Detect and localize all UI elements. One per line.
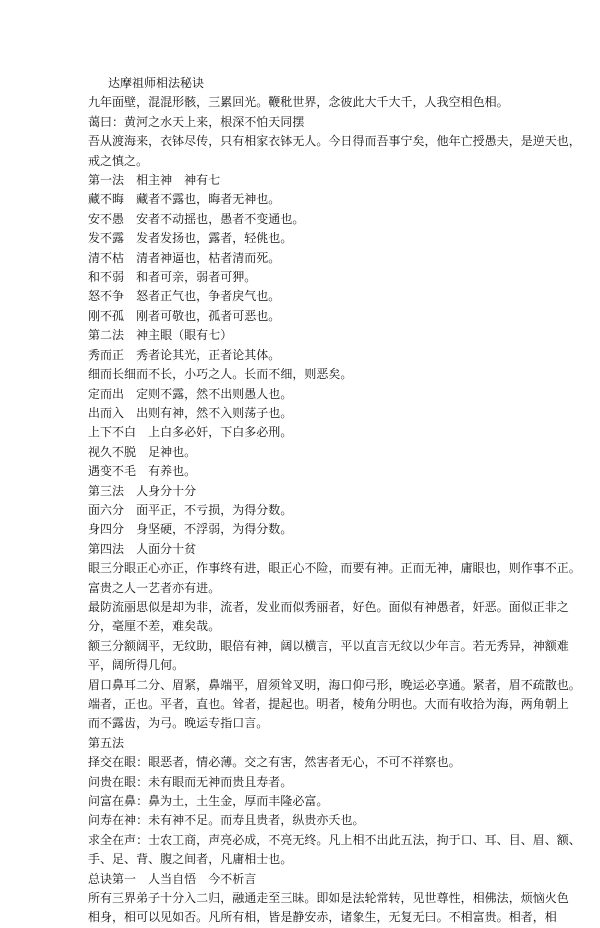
- text-line: 平，阔所得几何。: [88, 658, 185, 673]
- text-line: 发不露 发者发扬也，露者，轻佻也。: [88, 231, 293, 246]
- section-heading: 第二法 神主眼（眼有七）: [88, 328, 233, 343]
- text-line: 眼三分眼正心亦正，作事终有进，眼正心不险，而要有神。正而无神，庸眼也，则作事不正。: [88, 561, 581, 576]
- text-line: 蔼曰：黄河之水天上来，根深不怕天同摆: [88, 114, 305, 129]
- text-line: 安不愚 安者不动摇也，愚者不变通也。: [88, 211, 305, 226]
- text-line: 最防流丽思似是却为非，流者，发业而似秀丽者，好色。面似有神愚者，奸恶。面似正非之: [88, 599, 569, 614]
- text-line: 问贵在眼：未有眼而无神而贵且寿者。: [88, 774, 293, 789]
- text-line: 额三分额阔平，无纹助，眼倍有神，阔以横言，平以直言无纹以少年言。若无秀异，神额难: [88, 638, 569, 653]
- text-line: 面六分 面平正，不亏损，为得分数。: [88, 502, 293, 517]
- text-line: 求全在声：士农工商，声亮必成，不亮无终。凡上相不出此五法，拘于口、耳、目、眉、额、: [88, 832, 581, 847]
- text-line: 清不枯 清者神逼也，枯者清而死。: [88, 250, 281, 265]
- text-line: 择交在眼：眼恶者，情必薄。交之有害，然害者无心，不可不祥察也。: [88, 755, 461, 770]
- section-heading: 第三法 人身分十分: [88, 483, 197, 498]
- section-heading: 第一法 相主神 神有七: [88, 173, 221, 188]
- text-line: 而不露齿，为弓。晚运专指口言。: [88, 716, 269, 731]
- section-heading: 第五法: [88, 735, 125, 750]
- text-line: 细而长细而不长，小巧之人。长而不细，则恶矣。: [88, 367, 353, 382]
- section-heading: 第四法 人面分十贫: [88, 541, 197, 556]
- text-line: 和不弱 和者可亲，弱者可狎。: [88, 270, 257, 285]
- text-line: 出而入 出则有神，然不入则荡子也。: [88, 405, 293, 420]
- text-line: 所有三界弟子十分入二归，融通走至三昧。即如是法轮常转，见世尊性，相佛法，烦恼火色: [88, 891, 569, 906]
- text-line: 藏不晦 藏者不露也，晦者无神也。: [88, 192, 281, 207]
- text-line: 定而出 定则不露，然不出则愚人也。: [88, 386, 293, 401]
- text-line: 相身，相可以见如否。凡所有相，皆是静安赤，诸象生，无复无曰。不相富贵。相者，相: [88, 910, 557, 925]
- text-line: 遇变不毛 有养也。: [88, 464, 197, 479]
- text-line: 怒不争 怒者正气也，争者戾气也。: [88, 289, 281, 304]
- text-line: 眉口鼻耳二分、眉紧，鼻端平，眉须耸叉明，海口仰弓形，晚运必享通。紧者，眉不疏散也。: [88, 677, 581, 692]
- text-line: 问富在鼻：鼻为土，土生金，厚而丰隆必富。: [88, 794, 329, 809]
- section-heading: 总诀第一 人当自悟 今不析言: [88, 871, 257, 886]
- text-line: 上下不白 上白多必奸，下白多必刑。: [88, 425, 293, 440]
- text-line: 端者，正也。平者，直也。耸者，提起也。明者，棱角分明也。大而有收拾为海，两角朝上: [88, 697, 569, 711]
- text-line: 手、足、背、腹之间者，凡庸相士也。: [88, 852, 293, 867]
- text-line: 秀而正 秀者论其光，正者论其体。: [88, 347, 281, 362]
- text-line: 戒之慎之。: [88, 153, 149, 168]
- text-line: 刚不孤 刚者可敬也，孤者可恶也。: [88, 308, 281, 323]
- text-line: 吾从渡海来，衣钵尽传，只有相家衣钵无人。今日得而吾事宁矣，他年亡授愚夫，是逆天也，: [88, 134, 581, 149]
- text-line: 身四分 身坚硬，不浮弱，为得分数。: [88, 522, 293, 537]
- document-title: 达摩祖师相法秘诀: [108, 76, 205, 90]
- text-line: 九年面壁，混混形骸，三累回光。鞭秕世界，念彼此大千大千，人我空相色相。: [88, 95, 509, 110]
- document-body: [88, 74, 581, 928]
- text-line: 分，毫厘不差，难矣哉。: [88, 619, 221, 634]
- text-line: 富贵之人一艺者亦有进。: [88, 580, 221, 595]
- text-line: 问寿在神：未有神不足。而寿且贵者，纵贵亦夭也。: [88, 813, 365, 828]
- text-line: 视久不脱 足神也。: [88, 444, 197, 459]
